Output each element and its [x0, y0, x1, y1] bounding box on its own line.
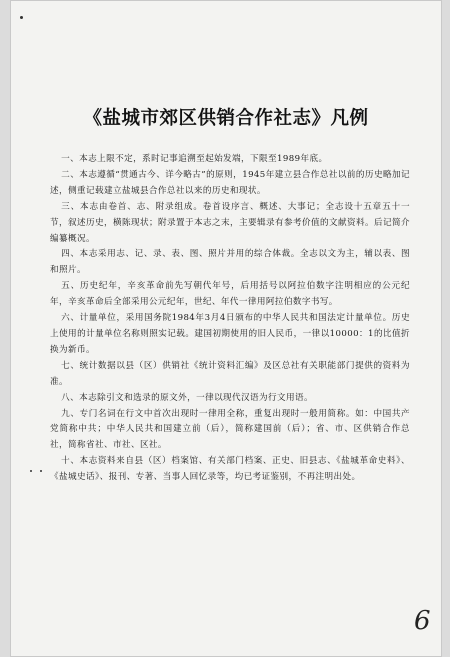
- document-body: [50, 152, 410, 486]
- paragraph-9: 九、专门名词在行文中首次出现时一律用全称，重复出现时一般用简称。如：中国共产党简称中共；中华人民共和国建立前（后），简称建国前（后）；省、市、区供销合作总社，简称省社、市社、区社。: [50, 408, 410, 451]
- scan-speck: [20, 16, 23, 19]
- scan-speck: [30, 470, 32, 472]
- page-number: 6: [414, 606, 431, 636]
- document-page: [10, 0, 442, 657]
- paragraph-10: 十、本志资料来自县（区）档案馆、有关部门档案、正史、旧县志、《盐城革命史料》、《盐城史话》、报刊、专著、当事人回忆录等，均已考证鉴别，不再注明出处。: [50, 456, 410, 483]
- paragraph-5: 五、历史纪年，辛亥革命前先写朝代年号，后用括号以阿拉伯数字注明相应的公元纪年，辛亥革命后全部采用公元纪年，世纪、年代一律用阿拉伯数字书写。: [50, 281, 410, 308]
- document-title: 《盐城市郊区供销合作社志》凡例: [83, 108, 369, 129]
- paragraph-7: 七、统计数据以县（区）供销社《统计资料汇编》及区总社有关职能部门提供的资料为准。: [50, 360, 410, 387]
- paragraph-3: 三、本志由卷首、志、附录组成。卷首设序言、概述、大事记；全志设十五章五十一节，叙述历史，横陈现状；附录置于本志之末，主要辑录有参考价值的文献资料。后记简介编纂概况。: [50, 201, 410, 244]
- paragraph-1: 一、本志上限不定，系时记事追溯至起始发端，下限至1989年底。: [61, 154, 328, 164]
- paragraph-4: 四、本志采用志、记、录、表、图、照片并用的综合体裁。全志以文为主，辅以表、图和照片。: [50, 249, 410, 276]
- paragraph-8: 八、本志除引文和选录的原文外，一律以现代汉语为行文用语。: [61, 392, 313, 403]
- paragraph-2: 二、本志遵循“贯通古今、详今略古”的原则，1945年建立县合作总社以前的历史略加记述，侧重记载建立盐城县合作总社以来的历史和现状。: [50, 169, 410, 196]
- scan-speck: [40, 470, 42, 472]
- paragraph-6: 六、计量单位，采用国务院1984年3月4日颁布的中华人民共和国法定计量单位。历史上使用的计量单位名称则照实记载。建国初期使用的旧人民币，一律以10000：1的比值折换为新币。: [50, 313, 410, 355]
